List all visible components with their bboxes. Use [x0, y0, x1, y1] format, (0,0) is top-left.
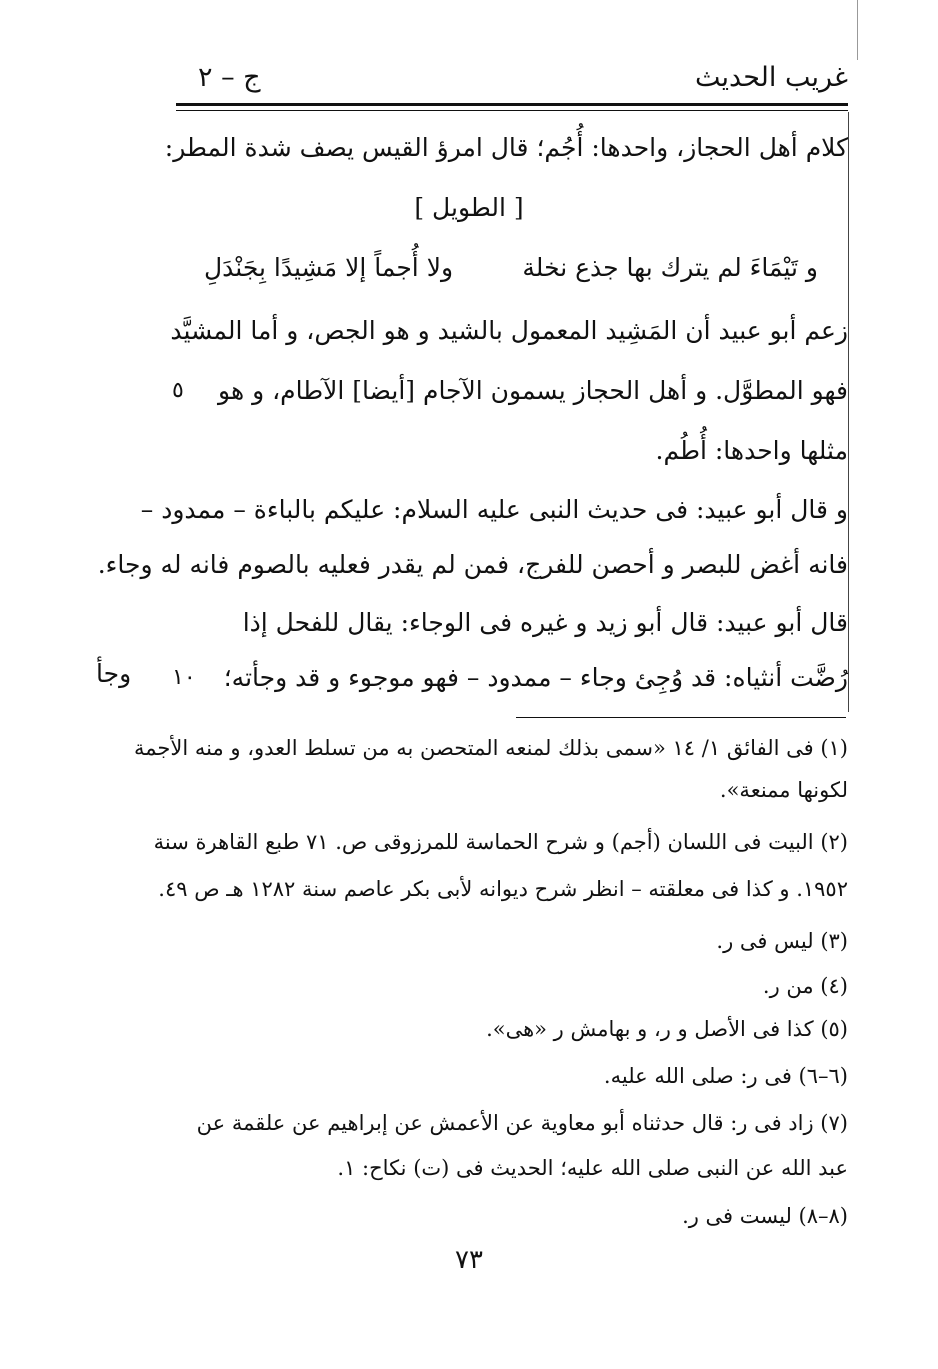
body-line-7: قال أبو عبيد: قال أبو زيد و غيره فى الوجاء: يقال للفحل إذا — [242, 608, 848, 637]
body-line-5: و قال أبو عبيد: فى حديث النبى عليه السلام: عليكم بالباءة – ممدود – — [140, 495, 848, 524]
footnote-2: (٢) البيت فى اللسان (أجم) و شرح الحماسة للمرزوقى ص. ٧١ طبع القاهرة سنة — [153, 830, 848, 854]
footnote-3: (٣) ليس فى ر. — [716, 929, 848, 953]
volume-label: ج – ٢ — [198, 62, 261, 93]
footnote-7-cont: عبد الله عن النبى صلى الله عليه؛ الحديث فى (ت) نكاح: ١. — [337, 1156, 848, 1180]
body-line-6: فانه أغض للبصر و أحصن للفرج، فمن لم يقدر فعليه بالصوم فانه له وجاء. — [97, 550, 848, 579]
page-edge-line — [857, 0, 858, 60]
footnote-7: (٧) زاد فى ر: قال حدثناه أبو معاوية عن الأعمش عن إبراهيم عن علقمة عن — [196, 1111, 848, 1135]
header-rule-thick — [176, 103, 848, 106]
margin-line-number-10: ١٠ — [172, 665, 196, 690]
footnote-separator — [516, 717, 846, 718]
body-line-3: فهو المطوَّل. و أهل الحجاز يسمون الآجام [أيضا] الآطام، و هو — [218, 376, 848, 405]
footnote-8: (٨–٨) ليست فى ر. — [682, 1204, 848, 1228]
body-line-2: زعم أبو عبيد أن المَشِيد المعمول بالشيد و هو الجص، و أما المشيَّد — [170, 316, 848, 345]
footnote-5: (٥) كذا فى الأصل و ر، و بهامش ر «هى». — [486, 1017, 848, 1041]
page-number: ٧٣ — [455, 1245, 483, 1275]
running-title: غريب الحديث — [695, 62, 848, 93]
footnote-4: (٤) من ر. — [762, 974, 848, 998]
body-line-8: رُضَّت أنثياه: قد وُجِئ وجاء – ممدود – فهو موجوء و قد وجأته؛ — [223, 663, 848, 692]
poetic-meter-label: [ الطويل ] — [414, 193, 524, 222]
footnote-1: (١) فى الفائق ١/ ١٤ «سمى بذلك لمنعه المتحصن به من تسلط العدو، و منه الأجمة — [134, 736, 848, 760]
body-line-4: مثلها واحدها: أُطُم. — [655, 436, 848, 465]
header-rule-thin — [176, 110, 848, 111]
verse-first-hemistich: و تَيْمَاءَ لم يترك بها جذع نخلة — [522, 253, 818, 282]
verse-second-hemistich: ولا أُجماً إلا مَشِيدًا بِجَنْدَلِ — [204, 253, 454, 282]
footnote-1-cont: لكونها ممنعة». — [719, 778, 848, 802]
body-line-1: كلام أهل الحجاز، واحدها: أُجُم؛ قال امرؤ القيس يصف شدة المطر: — [164, 133, 848, 162]
footnote-6: (٦–٦) فى ر: صلى الله عليه. — [603, 1064, 848, 1088]
footnote-2-cont: ١٩٥٢. و كذا فى معلقته – انظر شرح ديوانه لأبى بكر عاصم سنة ١٢٨٢ هـ ص ٤٩. — [158, 877, 848, 901]
verse-line — [204, 248, 818, 288]
margin-keyword: وجأ — [96, 659, 132, 688]
margin-line-number-5: ٥ — [172, 378, 184, 403]
